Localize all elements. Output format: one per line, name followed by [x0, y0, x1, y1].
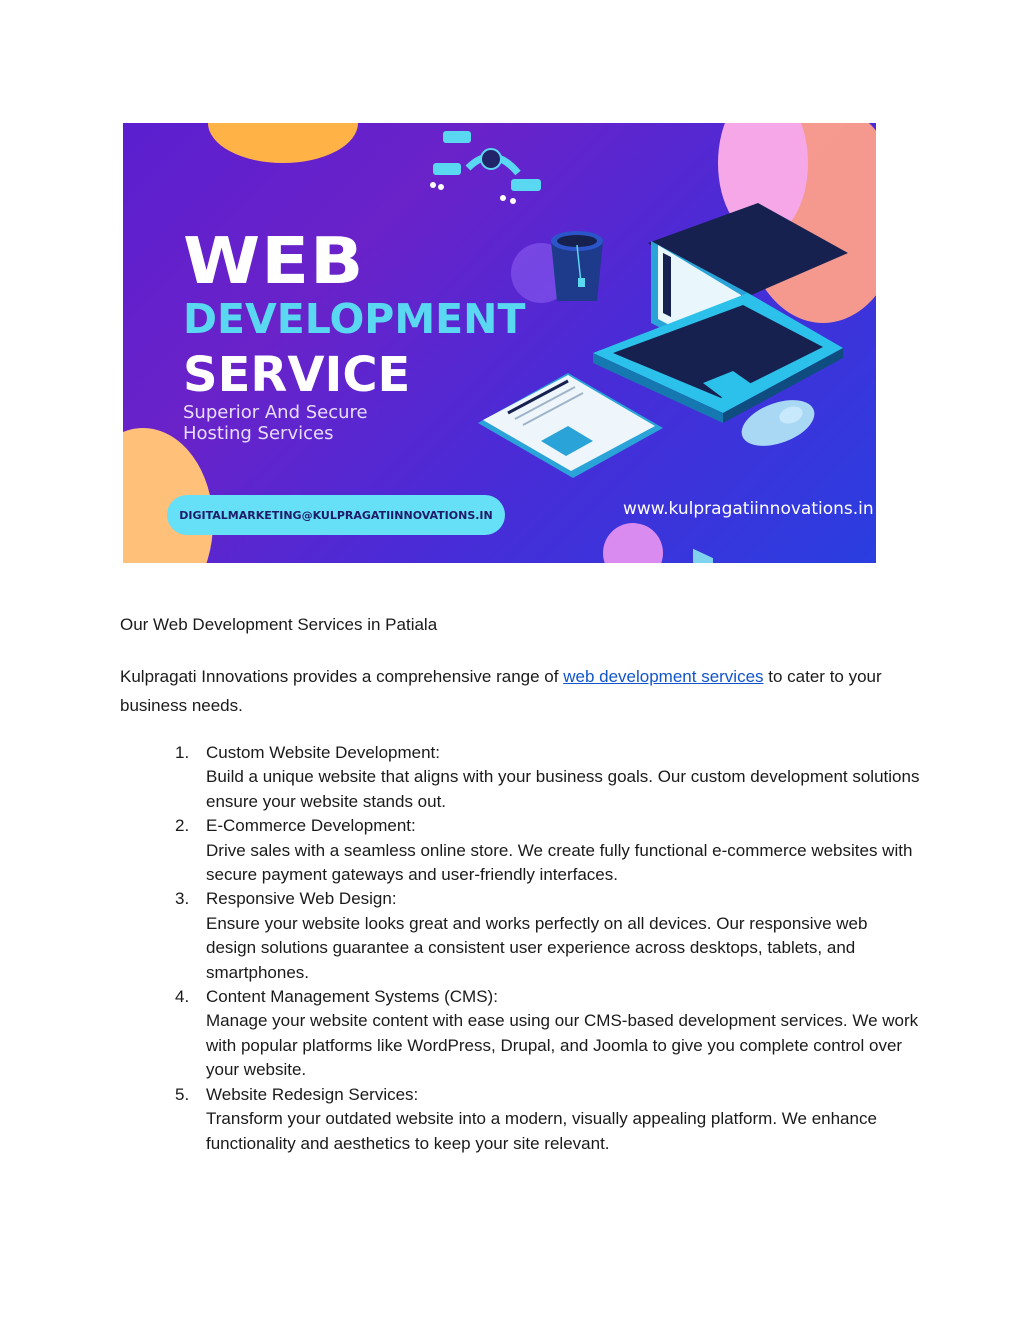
service-title: Custom Website Development: [206, 743, 441, 762]
list-number: 1. [175, 743, 190, 762]
service-description: Manage your website content with ease using our CMS-based development services. We work with popular platforms like WordPress, Drupal, and Joomla to give you complete control over your website. [206, 1011, 919, 1080]
web-development-services-link[interactable]: web development services [563, 667, 764, 686]
banner-subtitle-line1: Superior And Secure [183, 402, 368, 423]
intro-paragraph [120, 662, 900, 720]
service-description: Drive sales with a seamless online store. We create fully functional e-commerce websites with secure payment gateways and user-friendly interfaces. [206, 840, 913, 885]
seo-icon [430, 131, 541, 204]
banner-email-pill: DIGITALMARKETING@KULPRAGATIINNOVATIONS.IN [167, 495, 505, 535]
service-title: Website Redesign Services: [206, 1084, 419, 1104]
list-item [120, 985, 920, 1083]
service-title: E-Commerce Development: [206, 816, 416, 836]
service-title: Content Management Systems (CMS): [206, 987, 498, 1007]
pink-blob-bottom [603, 523, 663, 563]
service-description: Build a unique website that aligns with your business goals. Our custom development solutions ensure your website stands out. [206, 767, 920, 811]
intro-text-before: Kulpragati Innovations provides a comprehensive range of [120, 667, 564, 686]
service-description: Ensure your website looks great and works perfectly on all devices. Our responsive web design solutions guarantee a consistent user experience across desktops, tablets, and smartphones. [206, 913, 868, 982]
document-icon [478, 373, 663, 478]
list-number: 3. [175, 889, 190, 909]
banner-title-line3: SERVICE [183, 347, 411, 403]
intro-text-after: to cater to your business needs. [120, 667, 882, 715]
list-number: 4. [175, 987, 190, 1007]
banner-subtitle-line2: Hosting Services [183, 423, 334, 444]
service-description: Transform your outdated website into a modern, visually appealing platform. We enhance functionality and aesthetics to keep your site relevant. [206, 1109, 877, 1153]
banner-title-line1: WEB [183, 223, 365, 299]
list-item [120, 741, 920, 814]
orange-blob-top [208, 123, 358, 163]
list-item [120, 887, 920, 985]
list-number: 2. [175, 816, 190, 836]
list-item [120, 814, 920, 887]
services-list [120, 741, 920, 1156]
banner-url: www.kulpragatiinnovations.in [623, 499, 874, 519]
banner-title-line2: DEVELOPMENT [183, 295, 526, 343]
list-item [120, 1083, 920, 1156]
banner-subtitle [183, 402, 423, 444]
section-heading: Our Web Development Services in Patiala [120, 615, 438, 634]
service-title: Responsive Web Design: [206, 889, 397, 909]
web-development-banner [123, 123, 876, 563]
coffee-cup-icon [551, 231, 603, 301]
list-number: 5. [175, 1084, 190, 1104]
